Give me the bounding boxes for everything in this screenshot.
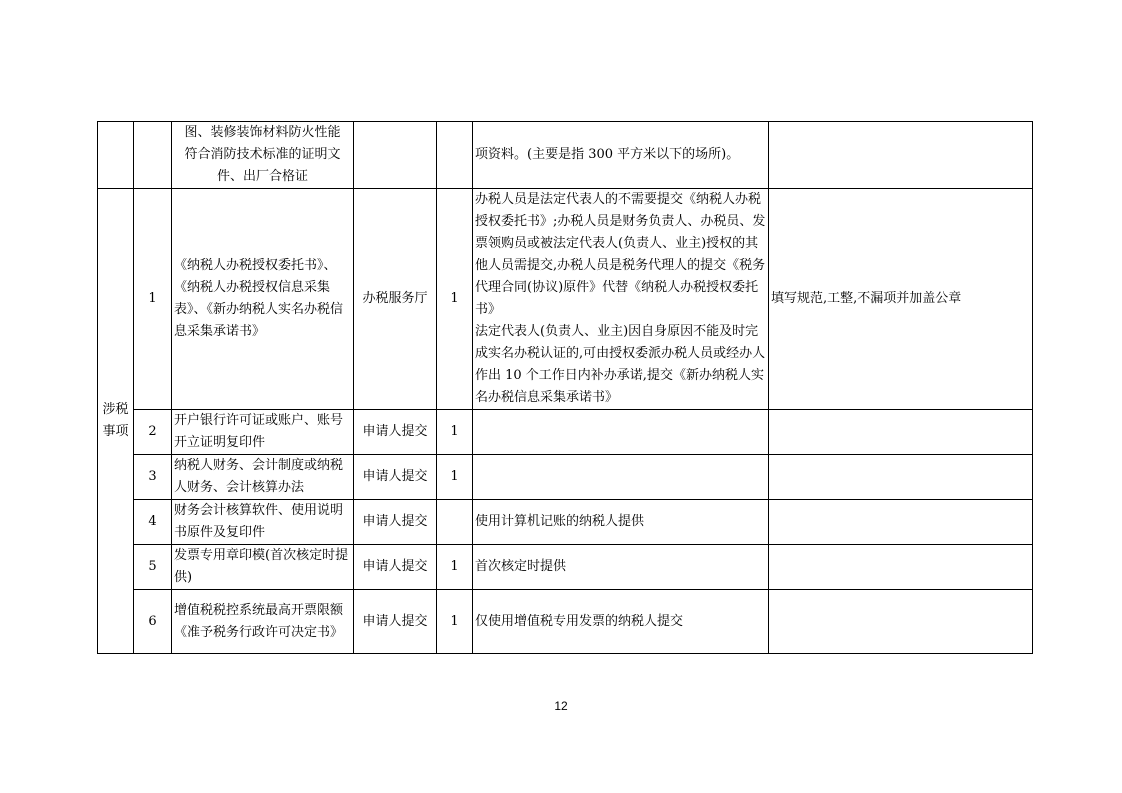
source-cell: 办税服务厅 [354, 189, 437, 410]
note-cell: 首次核定时提供 [473, 545, 769, 590]
table-row [98, 189, 1033, 410]
material-line: 图、装修装饰材料防火性能 [184, 125, 341, 140]
copies-cell: 1 [437, 455, 473, 500]
material-line: 符合消防技术标准的证明文 [184, 147, 341, 162]
requirement-cell: 填写规范,工整,不漏项并加盖公章 [769, 189, 1033, 410]
note-cell: 项资料。(主要是指 300 平方米以下的场所)。 [473, 122, 769, 189]
page-number: 12 [554, 699, 568, 713]
material-cell: 财务会计核算软件、使用说明书原件及复印件 [172, 500, 354, 545]
material-cell [172, 122, 354, 189]
copies-cell [437, 500, 473, 545]
requirement-cell-empty [769, 122, 1033, 189]
row-number: 5 [134, 545, 172, 590]
copies-cell: 1 [437, 590, 473, 654]
requirement-cell [769, 455, 1033, 500]
table-row [98, 500, 1033, 545]
source-cell: 申请人提交 [354, 500, 437, 545]
table-row [98, 455, 1033, 500]
table-row [98, 590, 1033, 654]
note-cell [473, 189, 769, 410]
note-paragraph: 法定代表人(负责人、业主)因自身原因不能及时完成实名办税认证的,可由授权委派办税人员或经办人作出 10 个工作日内补办承诺,提交《新办纳税人实名办税信息采集承诺书》 [475, 324, 766, 405]
category-label: 涉税 [102, 402, 129, 417]
requirements-table [97, 121, 1033, 654]
requirement-cell [769, 410, 1033, 455]
requirement-cell [769, 500, 1033, 545]
material-cell: 发票专用章印模(首次核定时提供) [172, 545, 354, 590]
source-cell-empty [354, 122, 437, 189]
copies-cell: 1 [437, 545, 473, 590]
material-cell: 增值税税控系统最高开票限额《准予税务行政许可决定书》 [172, 590, 354, 654]
source-cell: 申请人提交 [354, 455, 437, 500]
requirement-cell [769, 590, 1033, 654]
copies-cell: 1 [437, 410, 473, 455]
source-cell: 申请人提交 [354, 410, 437, 455]
requirement-cell [769, 545, 1033, 590]
copies-cell-empty [437, 122, 473, 189]
row-number: 3 [134, 455, 172, 500]
note-cell [473, 410, 769, 455]
material-cell: 纳税人财务、会计制度或纳税人财务、会计核算办法 [172, 455, 354, 500]
note-cell [473, 455, 769, 500]
row-number: 1 [134, 189, 172, 410]
source-cell: 申请人提交 [354, 545, 437, 590]
copies-cell: 1 [437, 189, 473, 410]
category-cell-empty [98, 122, 134, 189]
number-cell-empty [134, 122, 172, 189]
row-number: 2 [134, 410, 172, 455]
note-cell: 使用计算机记账的纳税人提供 [473, 500, 769, 545]
table-row [98, 545, 1033, 590]
source-cell: 申请人提交 [354, 590, 437, 654]
material-line: 件、出厂合格证 [216, 169, 308, 184]
table-row [98, 410, 1033, 455]
note-paragraph: 办税人员是法定代表人的不需要提交《纳税人办税授权委托书》;办税人员是财务负责人、办税员、发票领购员或被法定代表人(负责人、业主)授权的其他人员需提交,办税人员是税务代理人的提交《税务代理合同(协议)原件》代替《纳税人办税授权委托书》 [475, 192, 766, 317]
continuation-row [98, 122, 1033, 189]
row-number: 4 [134, 500, 172, 545]
category-label: 事项 [102, 424, 129, 439]
category-cell [98, 189, 134, 654]
material-cell: 开户银行许可证或账户、账号开立证明复印件 [172, 410, 354, 455]
note-cell: 仅使用增值税专用发票的纳税人提交 [473, 590, 769, 654]
row-number: 6 [134, 590, 172, 654]
material-cell: 《纳税人办税授权委托书》、《纳税人办税授权信息采集表》、《新办纳税人实名办税信息采集承诺书》 [172, 189, 354, 410]
